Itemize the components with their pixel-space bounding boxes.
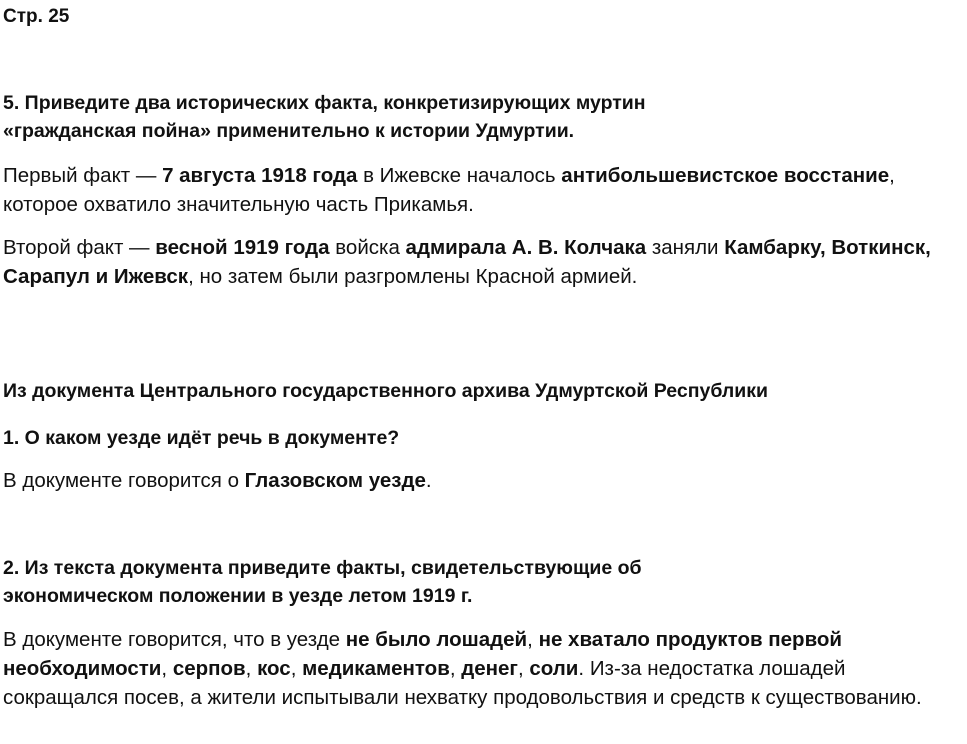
answer-2-scythes: кос bbox=[257, 657, 291, 680]
answer-2-money: денег bbox=[461, 657, 518, 680]
question-2-text bbox=[3, 554, 961, 610]
answer-2-text-1: В документе говорится, что в уезде bbox=[3, 628, 346, 651]
answer-2-sep-3: , bbox=[245, 657, 258, 680]
document-heading: Из документа Центрального государственного архива Удмуртской Республики bbox=[3, 380, 769, 402]
fact-2-date: весной 1919 года bbox=[155, 236, 330, 259]
fact-2-commander: адмирала А. В. Колчака bbox=[405, 236, 647, 259]
question-5-text bbox=[3, 89, 961, 145]
fact-1-text-2: в Ижевске началось bbox=[357, 164, 562, 187]
answer-1-text-2: . bbox=[425, 469, 432, 492]
fact-2-text-3: заняли bbox=[646, 236, 725, 259]
answer-2-sep-2: , bbox=[161, 657, 173, 680]
fact-2-cities: Камбарку, Воткинск, Сарапул и Ижевск bbox=[3, 236, 931, 288]
question-5 bbox=[3, 89, 961, 145]
answer-2-sickles: серпов bbox=[172, 657, 246, 680]
answer-1 bbox=[3, 466, 961, 495]
document-section bbox=[3, 377, 961, 405]
question-2-line-1: 2. Из текста документа приведите факты, свидетельствующие об bbox=[3, 557, 642, 579]
question-2 bbox=[3, 554, 961, 610]
answer-2-medicine: медикаментов bbox=[302, 657, 450, 680]
answer-2 bbox=[3, 625, 961, 712]
fact-1-text-1: Первый факт — bbox=[3, 164, 163, 187]
answer-2-sep-4: , bbox=[290, 657, 303, 680]
answer-2-text-end: . Из-за недостатка лошадей сокращался посев, а жители испытывали нехватку продовольствия и средств к существованию. bbox=[3, 657, 922, 709]
answer-2-salt: соли bbox=[529, 657, 579, 680]
page-number: Стр. 25 bbox=[3, 6, 70, 27]
answer-5-fact-2 bbox=[3, 233, 961, 291]
answer-2-sep-6: , bbox=[517, 657, 530, 680]
question-2-line-2: экономическом положении в уезде летом 1919 г. bbox=[3, 585, 473, 607]
answer-2-sep-5: , bbox=[449, 657, 462, 680]
fact-2-text-2: войска bbox=[329, 236, 406, 259]
question-1 bbox=[3, 424, 961, 452]
fact-2-text-4: , но затем были разгромлены Красной армией. bbox=[188, 265, 638, 288]
fact-1-date: 7 августа 1918 года bbox=[162, 164, 358, 187]
fact-1-event: антибольшевистское восстание bbox=[561, 164, 890, 187]
answer-1-uyezd: Глазовском уезде bbox=[244, 469, 426, 492]
question-5-line-1: 5. Приведите два исторических факта, конкретизирующих муртин bbox=[3, 92, 646, 114]
answer-5-fact-1 bbox=[3, 161, 961, 219]
question-1-text: 1. О каком уезде идёт речь в документе? bbox=[3, 427, 400, 449]
question-5-line-2: «гражданская пойна» применительно к истории Удмуртии. bbox=[3, 120, 575, 142]
answer-2-horses: не было лошадей bbox=[345, 628, 528, 651]
answer-2-sep-1: , bbox=[527, 628, 539, 651]
answer-2-food: не хватало продуктов первой необходимости bbox=[3, 628, 843, 680]
answer-1-text-1: В документе говорится о bbox=[3, 469, 245, 492]
fact-2-text-1: Второй факт — bbox=[3, 236, 156, 259]
fact-1-text-3: , которое охватило значительную часть Прикамья. bbox=[3, 164, 895, 216]
